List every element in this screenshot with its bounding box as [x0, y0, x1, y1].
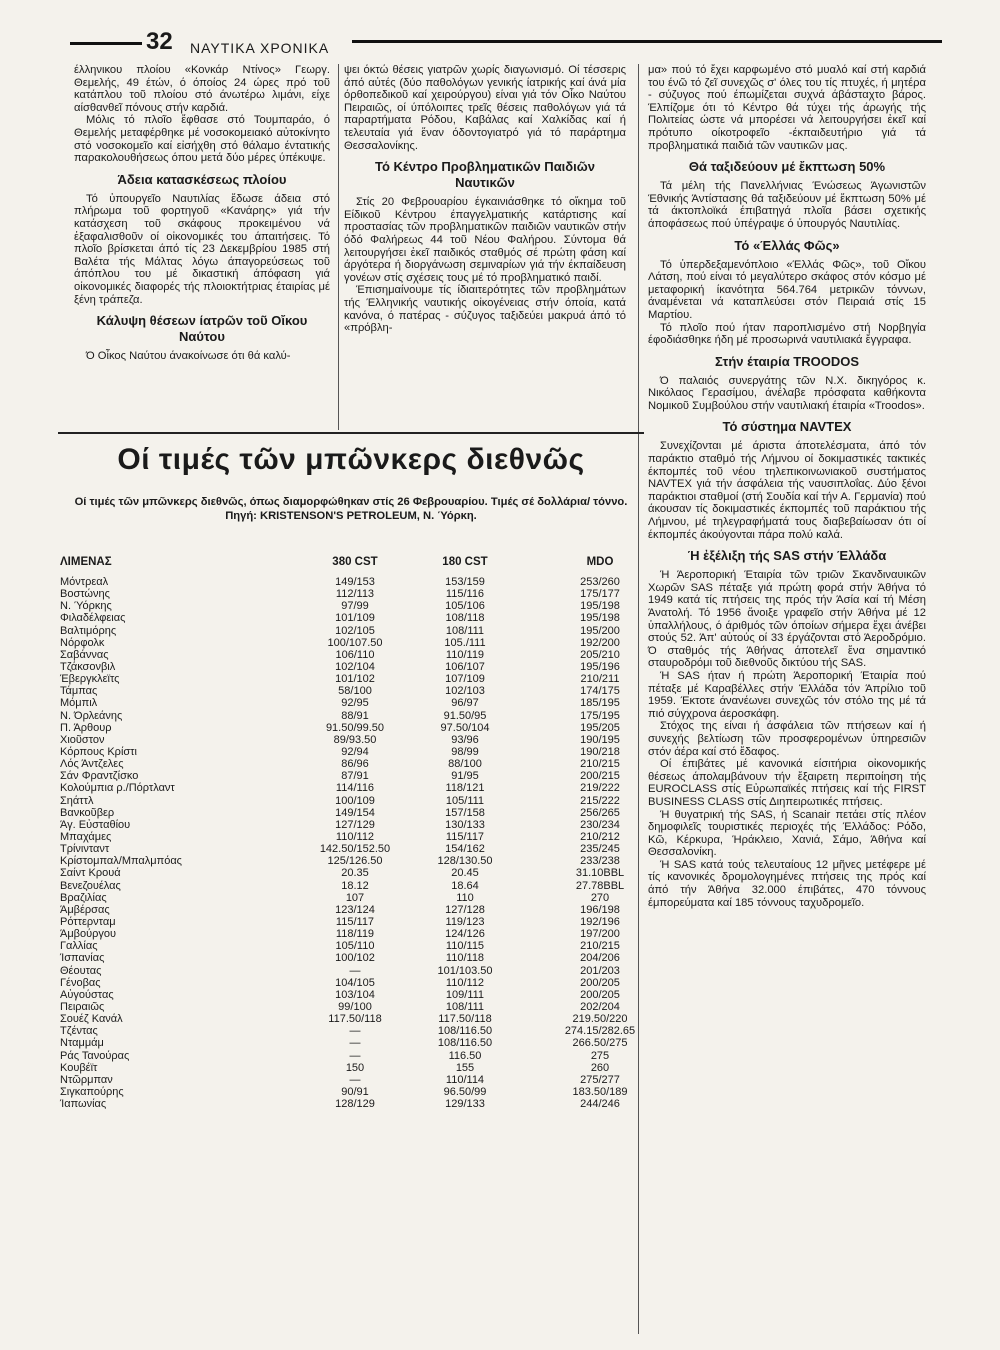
paragraph: Ή θυγατρική τής SAS, ή Scanair πετάει στίς πλέον δημοφιλεῖς τουριστικές περιοχές τής Έλλάδος: Ρόδο, Κῶ, Κέρκυρα, Ήράκλειο, Χανιά, Σάμο, Άθήνα καί Θεσσαλονίκη. [648, 808, 926, 859]
price-cell: 117.50/118 [328, 1013, 382, 1026]
price-cell: 127/128 [445, 903, 485, 916]
table-row [60, 770, 670, 782]
column-3 [648, 64, 926, 909]
price-cell: — [349, 1025, 361, 1038]
price-cell: 195/198 [580, 600, 620, 613]
price-cell: 155 [455, 1061, 475, 1074]
port-name: Κρίστομπαλ/Μπαλμπόας [60, 855, 182, 868]
price-cell: 18.64 [451, 879, 479, 892]
price-cell: 185/195 [580, 697, 620, 710]
price-cell: 270 [590, 891, 610, 904]
table-row [60, 746, 670, 758]
price-cell: 119/123 [445, 916, 485, 928]
price-cell: 101/103.50 [437, 964, 493, 977]
port-name: Ίαπωνίας [60, 1098, 107, 1111]
port-name: Τζέντας [60, 1025, 98, 1038]
heading: Στήν έταιρία TROODOS [714, 353, 860, 369]
price-cell: 107/109 [445, 673, 485, 686]
port-name: Βοστώνης [60, 588, 110, 601]
port-name: Τρίνινταντ [60, 843, 110, 856]
price-cell: 100/109 [335, 794, 375, 807]
table-row [60, 588, 670, 600]
price-cell: 124/126 [445, 928, 485, 941]
table-row [60, 600, 670, 612]
table-row [60, 831, 670, 843]
price-cell: 108/116.50 [437, 1025, 493, 1038]
heading: Τό Κέντρο Προβληματικῶν Παιδιῶν Ναυτικῶν [374, 159, 596, 191]
price-cell: 202/204 [580, 1000, 620, 1013]
price-cell: 149/153 [335, 576, 375, 589]
price-cell: 127/129 [335, 818, 375, 831]
table-row [60, 795, 670, 807]
price-cell: 118/121 [445, 782, 485, 795]
price-cell: 256/265 [580, 806, 620, 819]
table-row [60, 965, 670, 977]
port-name: Κόρπους Κρίστι [60, 746, 137, 759]
price-cell: 154/162 [445, 843, 485, 856]
table-row [60, 989, 670, 1001]
paragraph: Συνεχίζονται μέ άριστα άποτελέσματα, άπό τόν παράκτιο σταθμό τής Λήμνου οί δοκιμαστικές τακτικές έκπομπές τοῦ νέου τηλεπικοινωνιακοῦ συστήματος NAVTEX γιά τήν άσφάλεια τής ναυσιπλοΐας. Δύο ξένοι παράκτιοι σταθμοί (στή Σουδία καί τήν Α. Γερμανία) πού άκουσαν τίς δοκιμαστικές έκπομπές τοῦ παράκτιου τής Λήμνου, μέ τηλεγραφήματά τους διαβεβαίωσαν ότι οί έκπομπές άκούγονται πάρα πολύ καλά. [648, 440, 926, 541]
table-row [60, 977, 670, 989]
section-rule [58, 432, 644, 434]
port-name: Φιλαδέλφειας [60, 612, 126, 625]
price-cell: 87/91 [341, 770, 369, 783]
price-cell: 58/100 [338, 685, 372, 698]
bunker-prices-title: Οί τιμές τῶν μπῶνκερς διεθνῶς [117, 443, 585, 476]
price-cell: 235/245 [580, 843, 620, 856]
price-cell: 92/94 [341, 746, 369, 759]
price-cell: 275 [590, 1049, 610, 1062]
price-cell: 128/130.50 [437, 855, 493, 868]
table-row [60, 1074, 670, 1086]
price-cell: 205/210 [580, 648, 620, 661]
paragraph: Ό Οἶκος Ναύτου άνακοίνωσε ότι θά καλύ- [86, 350, 291, 363]
price-cell: 201/203 [580, 964, 620, 977]
table-row [60, 1062, 670, 1074]
price-cell: 210/211 [580, 673, 620, 686]
table-row [60, 867, 670, 879]
price-cell: 123/124 [335, 903, 375, 916]
column-2 [344, 64, 626, 335]
table-row [60, 722, 670, 734]
heading: Κάλυψη θέσεων ίατρῶν τοῦ Οἴκου Ναύτου [96, 313, 308, 345]
price-cell: 157/158 [445, 806, 485, 819]
table-row [60, 916, 670, 928]
table-row [60, 625, 670, 637]
price-cell: 200/205 [580, 988, 620, 1001]
price-cell: 110/112 [335, 831, 375, 844]
price-cell: 112/113 [335, 588, 375, 601]
price-cell: 108/111 [445, 624, 485, 637]
price-cell: 244/246 [580, 1098, 620, 1111]
paragraph: Ή SAS ήταν ή πρώτη Άεροπορική Έταιρία πού πέταξε μέ Καραβέλλες στήν Έλλάδα τόν Άπρίλιο τοῦ 1959. Έκτοτε άνανέωνει συνεχῶς τόν στόλο της μέ τά πιό σύγχρονα άεροσκάφη. [648, 669, 926, 720]
price-cell: 230/234 [580, 818, 620, 831]
price-cell: 106/107 [445, 661, 485, 674]
port-name: Θέουτας [60, 964, 102, 977]
price-cell: 115/117 [335, 916, 375, 928]
price-cell: 97/99 [341, 600, 369, 613]
price-cell: 150 [345, 1061, 365, 1074]
price-cell: 105./111 [444, 636, 486, 649]
price-cell: 110/119 [445, 648, 485, 661]
table-row [60, 1098, 670, 1110]
column-header: 180 CST [442, 556, 488, 568]
price-cell: 196/198 [580, 903, 620, 916]
price-cell: 183.50/189 [572, 1085, 628, 1098]
port-name: Βαλτιμόρης [60, 624, 117, 637]
column-1 [74, 64, 330, 363]
bunker-prices-table [60, 556, 670, 1110]
table-row [60, 807, 670, 819]
price-cell: 93/96 [451, 733, 479, 746]
price-cell: — [349, 1073, 361, 1086]
price-cell: 20.45 [451, 867, 479, 880]
table-row [60, 940, 670, 952]
port-name: Νταμμάμ [60, 1037, 104, 1050]
port-name: Ίσπανίας [60, 952, 105, 965]
price-cell: 149/154 [335, 806, 375, 819]
price-cell: 96.50/99 [443, 1085, 487, 1098]
paragraph: Τό ὑπουργεῖο Ναυτιλίας ἔδωσε άδεια στό πλήρωμα τοῦ φορτηγοῦ «Κανάρης» γιά τήν κατάσχεση τοῦ σκάφους προκειμένου νά ἐξαφαλισθοῦν οί οἰκονομικές του άπαιτήσεις. Τό πλοῖο βρίσκεται άπό τίς 23 Δεκεμβρίου 1985 στή Βαλέτα τής Μάλτας λόγω άπαγορεύσεως τοῦ άπόπλου του μέ δικαστική άπόφαση γιά οἰκονομικές διαφορές τής πλοιοκτήτριας έταιρίας μέ ξένη τράπεζα. [74, 192, 330, 306]
price-cell: 102/105 [335, 624, 375, 637]
port-name: Πειραιῶς [60, 1000, 105, 1013]
price-cell: 31.10BBL [575, 867, 625, 880]
price-cell: 101/102 [335, 673, 375, 686]
table-row [60, 843, 670, 855]
table-row [60, 612, 670, 624]
price-cell: 118/119 [335, 928, 375, 941]
table-row [60, 1049, 670, 1061]
price-cell: 204/206 [580, 952, 620, 965]
port-name: Σιγκαπούρης [60, 1085, 124, 1098]
port-name: Ράς Τανούρας [60, 1049, 130, 1062]
paragraph: Ή Άεροπορική Έταιρία τῶν τριῶν Σκανδιναυικῶν Χωρῶν SAS πέταξε γιά πρώτη φορά στήν Άθήνα τό 1949 κατά τίς πτήσεις της πρός τήν Άσία καί τή Μέση Άνατολή. Τό 1956 ἄνοιξε γραφεῖο στήν Άθήνα μέ 12 ὑπαλλήλους, ό άριθμός τῶν όποίων σήμερα ἔχει άνέβει στούς 52. Άπ' αὐτούς οί 33 έργάζονται στό Άεροδρόμιο. Ό σταθμός τής Άθήνας άποτελεῖ ἕνα σημαντικό σταυροδρόμι τοῦ διεθνοῦς δικτύου τής SAS. [648, 569, 926, 670]
price-cell: 125/126.50 [327, 855, 383, 868]
paragraph: Στόχος της είναι ή άσφάλεια τῶν πτήσεων καί ή συνεχής βελτίωση τῶν προσφερομένων ὑπηρεσιῶν στόν άέρα καί στό ἔδαφος. [648, 720, 926, 758]
price-cell: 192/196 [580, 916, 620, 928]
price-cell: 190/218 [580, 746, 620, 759]
paragraph: Έπισημαίνουμε τίς ίδιαιτερότητες τῶν προβλημάτων τής Έλληνικής ναυτικής οἰκογένειας στήν όποία, κατά κανόνα, ό πατέρας - σύζυγος ταξιδεύει μακρυά άπό τό «πρόβλη- [344, 284, 626, 335]
port-name: Χιοῦστον [60, 733, 105, 746]
paragraph: Ό παλαιός συνεργάτης τῶν Ν.Χ. δικηγόρος κ. Νικόλαος Γερασίμου, άνέλαβε πρόσφατα καθήκοντα Νομικοῦ Συμβούλου στήν ναυτιλιακή έταιρία «Troodos». [648, 374, 926, 412]
table-row [60, 710, 670, 722]
price-cell: 108/111 [445, 1000, 485, 1013]
price-cell: 27.78BBL [575, 879, 625, 892]
table-row [60, 1037, 670, 1049]
port-name: Μόντρεαλ [60, 576, 109, 589]
port-name: Βανκοῦβερ [60, 806, 115, 819]
table-row [60, 649, 670, 661]
page-number: 32 [146, 28, 173, 55]
price-cell: 110/118 [445, 952, 485, 965]
port-name: Ρόττερνταμ [60, 916, 116, 928]
price-cell: 109/111 [445, 988, 485, 1001]
paragraph: ψει όκτώ θέσεις γιατρῶν χωρίς διαγωνισμό. Οί τέσσερις άπό αὐτές (δύο παθολόγων γενικής ίατρικής καί άνά μία όρθοπεδικοῦ καί χειρούργου) είναι γιά τόν Οἶκο Ναύτου Πειραιῶς, οί ύπόλοιπες τρεῖς θέσεις παθολόγων γιά τά παραρτήματα Ρόδου, Καβάλας καί Χαλκίδας καί ή τελευταία γιά ἕναν όδοντογιατρό γιά τό παράρτημα Θεσσαλονίκης. [344, 64, 626, 152]
header-rule-right [352, 40, 942, 43]
port-name: Αὐγούστας [60, 988, 114, 1001]
price-cell: 108/118 [445, 612, 485, 625]
price-cell: — [349, 1037, 361, 1050]
price-cell: 142.50/152.50 [319, 843, 391, 856]
price-cell: 116.50 [448, 1049, 482, 1062]
price-cell: 115/116 [445, 588, 485, 601]
price-cell: 200/205 [580, 976, 620, 989]
port-name: Έβεργκλεϊτς [60, 673, 120, 686]
price-cell: 153/159 [445, 576, 485, 589]
price-cell: 210/215 [580, 758, 620, 771]
table-row [60, 782, 670, 794]
price-cell: 175/195 [580, 709, 620, 722]
table-row [60, 892, 670, 904]
price-cell: 100/102 [335, 952, 375, 965]
port-name: Κολούμπια ρ./Πόρτλαντ [60, 782, 175, 795]
price-cell: 114/116 [335, 782, 375, 795]
price-cell: 105/111 [445, 794, 485, 807]
price-cell: 96/97 [451, 697, 479, 710]
port-name: Άγ. Εὐσταθίου [60, 818, 131, 831]
table-row [60, 673, 670, 685]
price-cell: 104/105 [335, 976, 375, 989]
price-cell: 210/215 [580, 940, 620, 953]
price-cell: 91.50/99.50 [325, 721, 385, 734]
price-cell: 102/103 [445, 685, 485, 698]
heading: Τό «Έλλάς Φῶς» [734, 237, 840, 253]
price-cell: 20.35 [341, 867, 369, 880]
price-cell: 102/104 [335, 661, 375, 674]
price-cell: 89/93.50 [333, 733, 377, 746]
table-row [60, 952, 670, 964]
paragraph: Οί έπιβάτες μέ κανονικά είσιτήρια οἰκονομικής θέσεως άπολαμβάνουν τήν ἔξαιρετη περιποίηση τής EUROCLASS στίς Εὐρωπαϊκές πτήσεις καί τής FIRST BUSINESS CLASS στίς Διηπειρωτικές πτήσεις. [648, 758, 926, 808]
price-cell: 210/212 [580, 831, 620, 844]
price-cell: 233/238 [580, 855, 620, 868]
price-cell: 197/200 [580, 928, 620, 941]
price-cell: 215/222 [580, 794, 620, 807]
port-name: Κουβέϊτ [60, 1061, 98, 1074]
table-row [60, 637, 670, 649]
paragraph: Στίς 20 Φεβρουαρίου έγκαινιάσθηκε τό οἴκημα τοῦ Είδικοῦ Κέντρου έπαγγελματικής κατάρτισης καί προστασίας τῶν προβληματικῶν παιδιῶν ναυτικῶν στήν όδό Φαλήρεως 44 τοῦ Νέου Φαλήρου. Σύντομα θά λειτουργήσει ἐκεῖ παιδικός σταθμός σέ πρώτη φάση καί άργότερα ή διοργάνωση σεμιναρίων γιά τήν έκπαίδευση γονέων στίς σχέσεις τους μέ τό προβληματικό παιδί. [344, 196, 626, 284]
price-cell: 195/200 [580, 624, 620, 637]
paragraph: μα» πού τό ἔχει καρφωμένο στό μυαλό καί στή καρδιά του ένῶ τό ζεῖ συνεχῶς σ' όλες του τίς πτυχές, ή μητέρα - σύζυγος πού έπωμίζεται συχνά άβάσταχτο βάρος. Έλπίζομε ότι τό Κέντρο θά τύχει τής άρωγής τής Πολιτείας ώστε νά μπορέσει νά λειτουργήσει ἐκεῖ καί πρότυπο οίκοτροφεῖο -έκπαιδευτήριο γιά τά προβληματικά παιδιά τῶν ναυτικῶν μας. [648, 64, 926, 152]
price-cell: 110/114 [445, 1073, 485, 1086]
port-name: Μόμπιλ [60, 697, 98, 710]
price-cell: 195/198 [580, 612, 620, 625]
table-header-row [60, 556, 670, 576]
price-cell: 174/175 [580, 685, 620, 698]
price-cell: 105/106 [445, 600, 485, 613]
port-name: Βραζιλίας [60, 891, 107, 904]
price-cell: 92/95 [341, 697, 369, 710]
port-name: Τάμπας [60, 685, 98, 698]
price-cell: 107 [345, 891, 365, 904]
table-body [60, 576, 670, 1110]
port-name: Π. Άρθουρ [60, 721, 112, 734]
port-name: Άμβέρσας [60, 903, 110, 916]
price-cell: 91/95 [451, 770, 479, 783]
column-header: ΛΙΜΕΝΑΣ [60, 556, 112, 568]
price-cell: 88/91 [341, 709, 369, 722]
port-name: Σηάττλ [60, 794, 94, 807]
port-name: Γένοβας [60, 976, 101, 989]
column-header: MDO [586, 556, 614, 568]
price-cell: 110/112 [445, 976, 485, 989]
heading: Τό σύστημα NAVTEX [722, 419, 852, 435]
table-row [60, 1086, 670, 1098]
paragraph: Τό ὑπερδεξαμενόπλοιο «Έλλάς Φῶς», τοῦ Οἴκου Λάτση, πού είναι τό μεγαλύτερο σκάφος στόν κόσμο μέ μεταφορική ίκανότητα 564.764 μετρικῶν τόννων, άναμένεται νά καταπλεύσει στόν Πειραιά στίς 15 Μαρτίου. [648, 258, 926, 321]
price-cell: 128/129 [335, 1098, 375, 1111]
price-cell: 18.12 [341, 879, 369, 892]
header-rule-left [70, 42, 142, 45]
table-row [60, 1013, 670, 1025]
paragraph: έλληνικου πλοίου «Κονκάρ Ντίνος» Γεωργ. Θεμελής, 49 έτών, ό όποίος 24 ώρες πρό τοῦ κατάπλου τοῦ πλοίου στό άνωτέρω λιμάνι, είχε αίσθανθεῖ πόνους στήν καρδιά. [74, 64, 330, 114]
price-cell: 190/195 [580, 733, 620, 746]
price-cell: 260 [590, 1061, 610, 1074]
price-cell: 195/196 [580, 661, 620, 674]
port-name: Σαβάννας [60, 648, 109, 661]
price-cell: 100/107.50 [327, 636, 383, 649]
paragraph: Μόλις τό πλοῖο ἔφθασε στό Τουμπαράο, ό Θεμελής μεταφέρθηκε μέ νοσοκομειακό αὐτοκίνητο στό νοσοκομεῖο καί εἰσήχθη στό θάλαμο έντατικής παρακολουθήσεως όπου μετά δύο μέρες ύπέκυψε. [74, 114, 330, 165]
paragraph: Τό πλοῖο πού ήταν παροπλισμένο στή Νορβηγία έφοδιάσθηκε ήδη μέ προσωρινά ναυτιλιακά ἔγγραφα. [648, 321, 926, 347]
port-name: Άμβούργου [60, 928, 117, 941]
price-cell: 90/91 [341, 1085, 369, 1098]
port-name: Βενεζουέλας [60, 879, 121, 892]
price-cell: 110/115 [445, 940, 485, 953]
price-cell: 274.15/282.65 [564, 1025, 636, 1038]
table-row [60, 661, 670, 673]
table-row [60, 734, 670, 746]
table-row [60, 928, 670, 940]
price-cell: 219.50/220 [572, 1013, 628, 1026]
table-row [60, 758, 670, 770]
price-cell: 91.50/95 [443, 709, 487, 722]
price-cell: 115/117 [445, 831, 485, 844]
price-cell: 266.50/275 [572, 1037, 628, 1050]
table-row [60, 855, 670, 867]
port-name: Ν. Όρλεάνης [60, 709, 123, 722]
price-cell: 175/177 [580, 588, 620, 601]
heading: Θά ταξιδεύουν μέ ἔκπτωση 50% [688, 159, 886, 175]
price-cell: 192/200 [580, 636, 620, 649]
table-row [60, 819, 670, 831]
price-cell: 103/104 [335, 988, 375, 1001]
price-cell: 105/110 [335, 940, 375, 953]
port-name: Τζάκσονβιλ [60, 661, 116, 674]
price-cell: 98/99 [451, 746, 479, 759]
price-cell: 106/110 [335, 648, 375, 661]
table-row [60, 880, 670, 892]
magazine-title: ΝΑΥΤΙΚΑ ΧΡΟΝΙΚΑ [190, 40, 330, 56]
table-row [60, 576, 670, 588]
price-cell: 275/277 [580, 1073, 620, 1086]
column-header: 380 CST [332, 556, 378, 568]
table-row [60, 685, 670, 697]
port-name: Νόρφολκ [60, 636, 105, 649]
port-name: Σουέζ Κανάλ [60, 1013, 123, 1026]
price-cell: 200/215 [580, 770, 620, 783]
table-row [60, 697, 670, 709]
table-row [60, 904, 670, 916]
port-name: Σάν Φραντζίσκο [60, 770, 139, 783]
port-name: Ντῶρμπαν [60, 1073, 113, 1086]
port-name: Σαίντ Κρουά [60, 867, 121, 880]
price-cell: 110 [456, 891, 474, 904]
port-name: Λός Άντζελες [60, 758, 124, 771]
port-name: Μπαχάμες [60, 831, 112, 844]
price-cell: 195/205 [580, 721, 620, 734]
price-cell: 88/100 [448, 758, 482, 771]
price-cell: 99/100 [338, 1000, 372, 1013]
port-name: Ν. Ύόρκης [60, 600, 112, 613]
price-cell: — [349, 964, 361, 977]
port-name: Γαλλίας [60, 940, 98, 953]
table-row [60, 1025, 670, 1037]
price-cell: 86/96 [341, 758, 369, 771]
price-cell: 253/260 [580, 576, 620, 589]
heading: Άδεια κατασκέσεως πλοίου [117, 171, 287, 187]
price-cell: 101/109 [335, 612, 375, 625]
price-cell: 219/222 [580, 782, 620, 795]
price-cell: 129/133 [445, 1098, 485, 1111]
paragraph: Ή SAS κατά τούς τελευταίους 12 μῆνες μετέφερε μέ τίς κανονικές δρομολογημένες πτήσεις της πρός καί άπό τήν Άθήνα 32.000 έπιβάτες, 470 τόννους έμπορεύματα καί 185 τόννους ταχυδρομεῖο. [648, 858, 926, 909]
heading: Ή ἐξέλιξη τής SAS στήν Έλλάδα [687, 548, 887, 564]
paragraph: Τά μέλη τής Πανελλήνιας Ένώσεως Άγωνιστῶν Έθνικής Άντίστασης θά ταξιδεύουν μέ ἔκπτωση 50% μέ τά άκτοπλοϊκά έπιβατηγά πλοῖα βάσει σχετικής άποφάσεως πού ὑπέγραψε ό ὑπουργός Ναυτιλίας. [648, 180, 926, 230]
bunker-prices-intro: Οί τιμές τῶν μπῶνκερς διεθνῶς, όπως διαμορφώθηκαν στίς 26 Φεβρουαρίου. Τιμές σέ δολλάρια/ τόννο. Πηγή: KRISTENSON'S PETROLEUM, Ν. Ύόρκη. [74, 496, 628, 522]
price-cell: 117.50/118 [438, 1013, 492, 1026]
price-cell: 130/133 [445, 818, 485, 831]
price-cell: — [349, 1049, 361, 1062]
table-row [60, 1001, 670, 1013]
price-cell: 97.50/104 [440, 721, 490, 734]
price-cell: 108/116.50 [437, 1037, 493, 1050]
column-divider [338, 64, 339, 430]
